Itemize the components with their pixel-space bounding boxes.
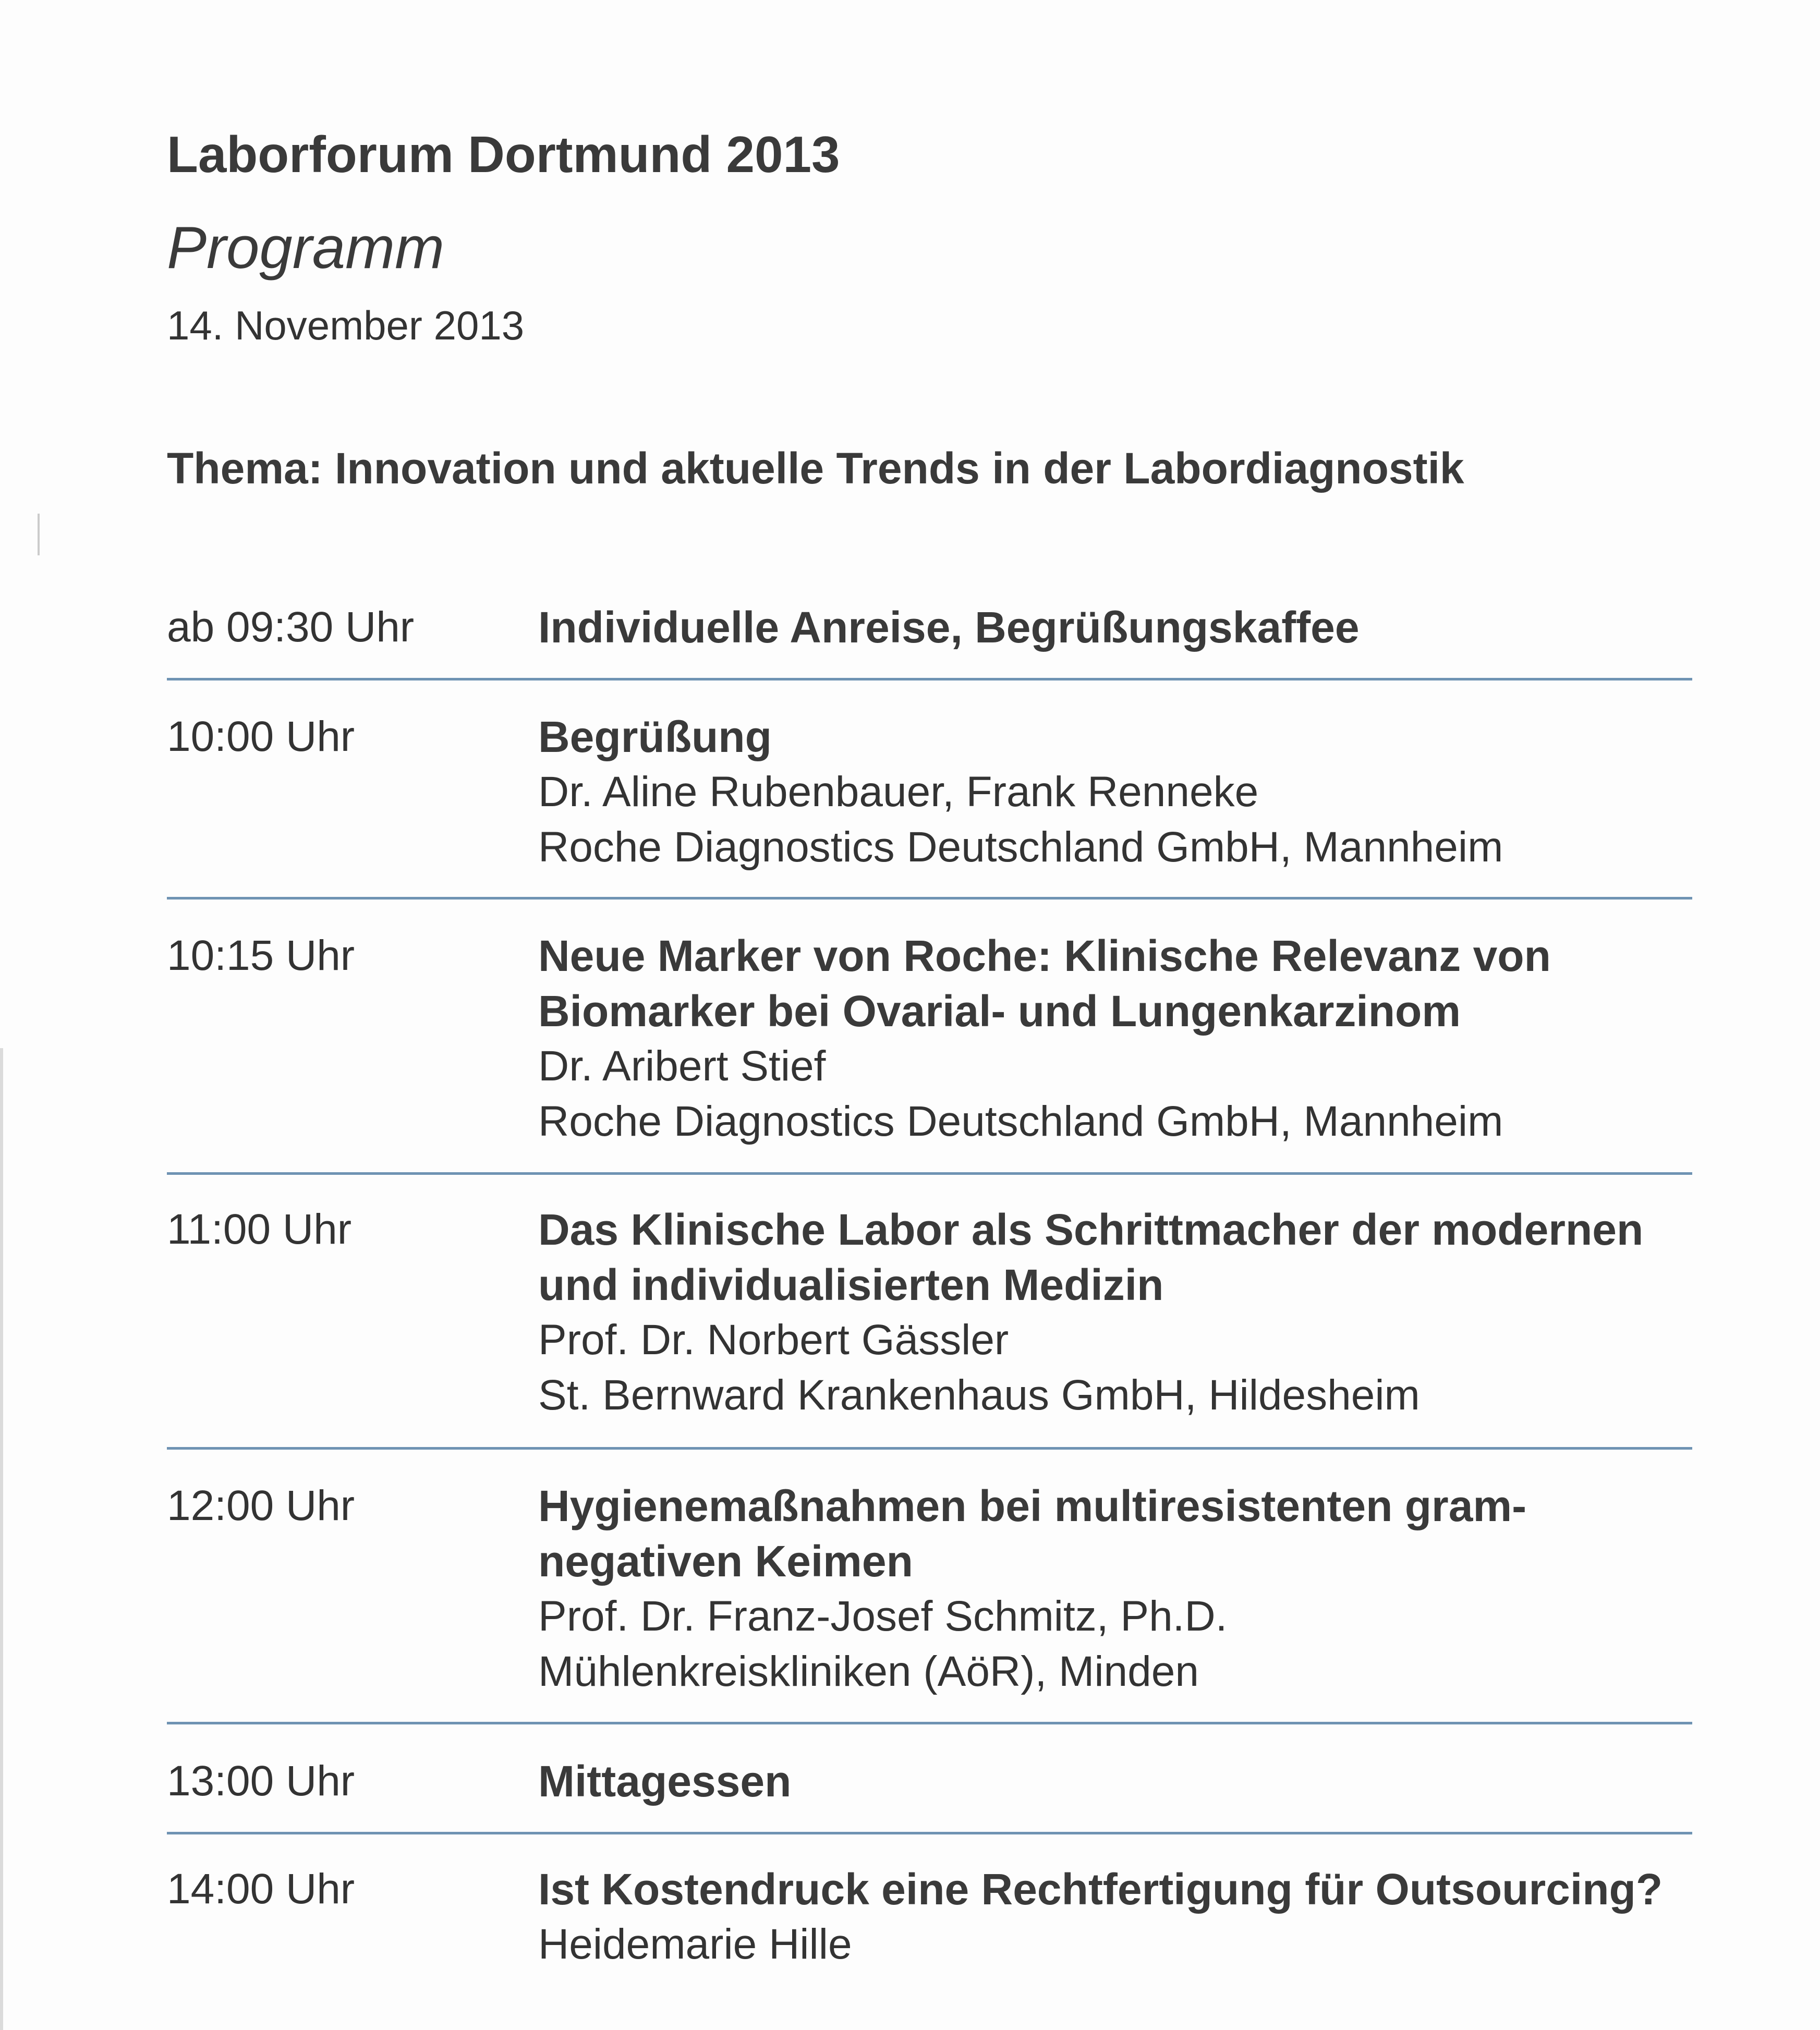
entry-headline: Hygienemaßnahmen bei multiresistenten gram-negativen Keimen — [538, 1481, 1527, 1586]
divider — [167, 1447, 1692, 1450]
event-date: 14. November 2013 — [167, 302, 525, 348]
entry-speaker: Dr. Aline Rubenbauer, Frank Renneke — [538, 768, 1259, 816]
divider — [167, 1722, 1692, 1724]
entry-time: 13:00 Uhr — [167, 1757, 355, 1805]
divider — [167, 1172, 1692, 1175]
entry-time: 10:00 Uhr — [167, 713, 355, 760]
entry-speaker: Heidemarie Hille — [538, 1920, 852, 1968]
entry-organization: Roche Diagnostics Deutschland GmbH, Mannheim — [538, 1098, 1503, 1145]
entry-speaker: Dr. Aribert Stief — [538, 1042, 826, 1090]
entry-headline: Neue Marker von Roche: Klinische Relevanz von Biomarker bei Ovarial- und Lungenkarzinom — [538, 931, 1551, 1036]
entry-content — [538, 1202, 1692, 1423]
entry-content — [538, 600, 1692, 655]
entry-organization: Roche Diagnostics Deutschland GmbH, Mannheim — [538, 823, 1503, 871]
scan-artifact — [38, 514, 40, 555]
entry-time: ab 09:30 Uhr — [167, 603, 415, 651]
event-topic: Thema: Innovation und aktuelle Trends in der Labordiagnostik — [167, 444, 1464, 493]
entry-content — [538, 1862, 1692, 1972]
divider — [167, 1832, 1692, 1834]
entry-headline: Das Klinische Labor als Schrittmacher der modernen und individualisierten Medizin — [538, 1205, 1644, 1309]
entry-headline: Individuelle Anreise, Begrüßungskaffee — [538, 603, 1360, 652]
entry-content — [538, 1754, 1692, 1809]
document-title: Laborforum Dortmund 2013 — [167, 126, 840, 183]
entry-speaker: Prof. Dr. Franz-Josef Schmitz, Ph.D. — [538, 1593, 1228, 1640]
scan-edge — [0, 1048, 3, 2030]
entry-time: 12:00 Uhr — [167, 1482, 355, 1529]
entry-headline: Begrüßung — [538, 712, 772, 761]
entry-headline: Mittagessen — [538, 1757, 792, 1806]
entry-content — [538, 928, 1692, 1149]
entry-content — [538, 709, 1692, 875]
entry-headline: Ist Kostendruck eine Rechtfertigung für Outsourcing? — [538, 1865, 1663, 1914]
divider — [167, 897, 1692, 899]
entry-organization: Mühlenkreiskliniken (AöR), Minden — [538, 1648, 1199, 1695]
entry-content — [538, 1478, 1692, 1699]
entry-speaker: Prof. Dr. Norbert Gässler — [538, 1316, 1009, 1364]
document-subtitle: Programm — [167, 215, 445, 281]
entry-time: 11:00 Uhr — [167, 1206, 352, 1253]
entry-time: 10:15 Uhr — [167, 932, 355, 979]
entry-organization: St. Bernward Krankenhaus GmbH, Hildesheim — [538, 1371, 1420, 1419]
entry-time: 14:00 Uhr — [167, 1865, 355, 1913]
divider — [167, 678, 1692, 680]
